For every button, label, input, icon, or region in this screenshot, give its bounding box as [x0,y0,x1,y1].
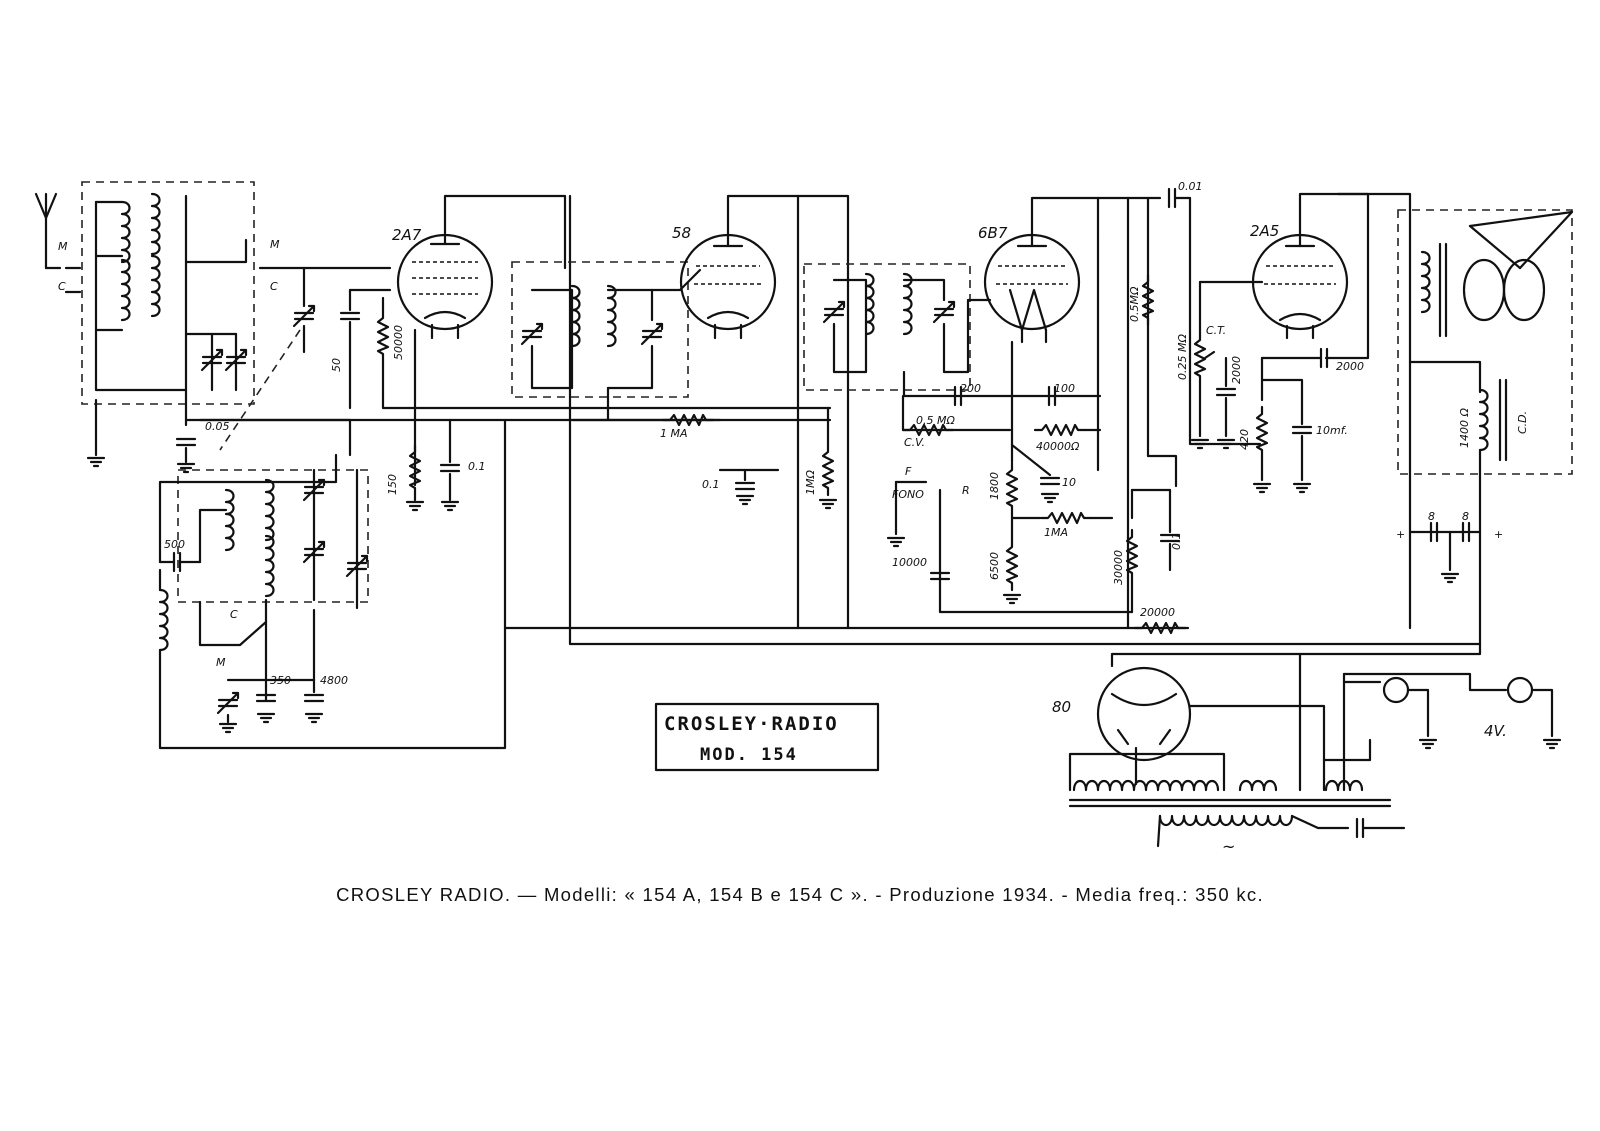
pot-label-0.5m: 0.5 MΩ [916,414,955,427]
cap-label-4800: 4800 [320,674,348,687]
cap-label-10mf: 10mf. [1316,424,1348,437]
res-label-1800: 1800 [988,472,1001,500]
tube-label-2a5: 2A5 [1250,222,1280,240]
res-label-50000: 50000 [392,325,405,360]
res-label-1ma2: 1MA [1044,526,1069,539]
label-cd: C.D. [1516,410,1529,434]
plate-brand: CROSLEY·RADIO [664,713,839,735]
label-r: R [962,484,970,497]
cap-label-0.1c: 0.1 [1170,532,1183,550]
label-cv: C.V. [904,436,925,449]
oscillator-section [160,420,505,748]
cap-label-8a: 8 [1428,510,1435,523]
res-label-1400: 1400 Ω [1458,408,1471,448]
cap-label-8b: 8 [1462,510,1469,523]
cap-label-0.05: 0.05 [205,420,230,433]
antenna-section [36,182,280,472]
res-label-40000: 40000Ω [1036,440,1080,453]
plus-label-2: + [1494,528,1504,541]
power-supply-80 [1052,644,1560,856]
speaker-section [1396,210,1572,644]
osc-switch-c: C [230,608,238,621]
cap-label-2000b: 2000 [1336,360,1364,373]
output-2a5 [1176,194,1410,628]
label-fono: FONO [892,488,924,501]
cap-label-0.01: 0.01 [1178,180,1203,193]
res-label-150: 150 [386,474,399,495]
tube-label-80: 80 [1052,698,1072,716]
plate-model: MOD. 154 [700,745,798,765]
figure-caption: CROSLEY RADIO. — Modelli: « 154 A, 154 B e 154 C ». - Produzione 1934. - Media freq.: 350 kc. [336,884,1264,905]
res-label-20000: 20000 [1140,606,1175,619]
res-label-1ma: 1 MA [660,427,688,440]
osc-switch-m: M [216,656,226,669]
cap-label-2000a: 2000 [1230,356,1243,384]
cap-label-100: 100 [1054,382,1075,395]
cap-label-50: 50 [330,358,343,372]
switch-label-m1: M [58,240,68,253]
switch-label-m2: M [270,238,280,251]
res-label-420: 420 [1238,429,1251,450]
res-label-30000: 30000 [1112,550,1125,585]
cap-label-10000: 10000 [892,556,927,569]
label-4v: 4V. [1484,722,1507,740]
detector-6b7 [888,180,1260,633]
cap-label-10: 10 [1062,476,1076,489]
model-plate [656,704,878,770]
cap-label-0.1a: 0.1 [468,460,486,473]
cap-label-350: 350 [270,674,291,687]
res-label-0.5m: 0.5MΩ [1128,286,1141,322]
tube-label-58: 58 [672,224,692,242]
label-f: F [905,465,912,478]
switch-label-c1: C [58,280,66,293]
cap-label-200: 200 [960,382,981,395]
tube-label-6b7: 6B7 [978,224,1008,242]
if-amplifier-58 [573,196,848,628]
plus-label-1: + [1396,528,1406,541]
res-label-6500: 6500 [988,552,1001,580]
if-transformer-1 [512,262,700,420]
tube-label-2a7: 2A7 [392,226,422,244]
switch-label-c2: C [270,280,278,293]
label-ct: C.T. [1206,324,1227,337]
cap-label-0.1b: 0.1 [702,478,720,491]
res-label-0.25m: 0.25 MΩ [1176,334,1189,380]
cap-label-500: 500 [164,538,185,551]
svg-text:~: ~ [1222,837,1236,856]
res-label-1mr: 1MΩ [804,470,817,495]
